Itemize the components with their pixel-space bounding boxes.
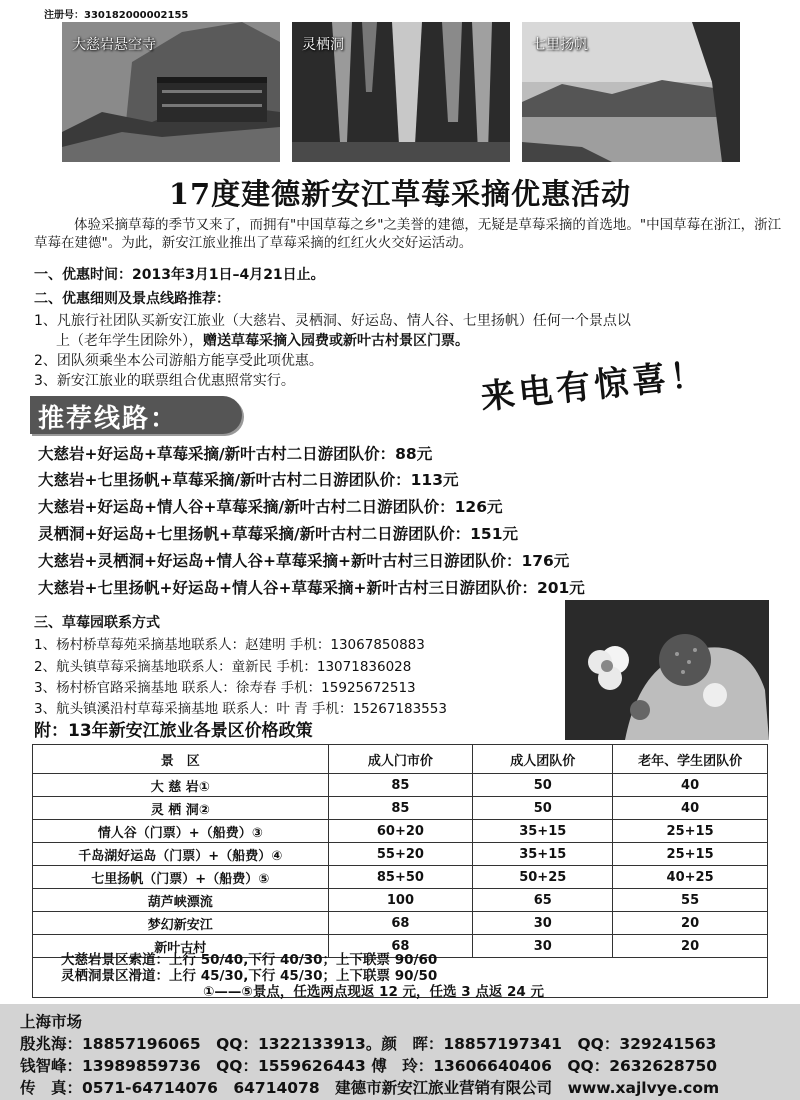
section-rules-heading: 二、优惠细则及景点线路推荐： bbox=[34, 291, 230, 307]
table-cell: 50 bbox=[473, 774, 613, 797]
table-cell: 千岛湖好运岛（门票）+（船费）④ bbox=[33, 843, 329, 866]
rule-1b bbox=[56, 330, 469, 350]
table-cell: 20 bbox=[613, 935, 768, 958]
footer-row: 钱智峰：13989859736 QQ：1559626443 傅 玲：13606640406 QQ：2632628750 bbox=[20, 1057, 718, 1075]
contact-item: 2、航头镇草莓采摘基地联系人：童新民 手机：13071836028 bbox=[34, 659, 412, 675]
cableway-value: 上行 50/40,下行 40/30；上下联票 90/60 bbox=[169, 952, 438, 968]
table-row bbox=[33, 889, 768, 912]
appendix-title: 附：13年新安江旅业各景区价格政策 bbox=[34, 721, 313, 741]
table-row bbox=[33, 866, 768, 889]
rule-1b-text: 上（老年学生团除外）， bbox=[56, 333, 203, 349]
contact-item: 1、杨村桥草莓苑采摘基地联系人：赵建明 手机：13067850883 bbox=[34, 637, 425, 653]
table-cell: 85 bbox=[328, 774, 473, 797]
column-header: 老年、学生团队价 bbox=[613, 745, 768, 774]
rule-2: 2、团队须乘坐本公司游船方能享受此项优惠。 bbox=[34, 353, 323, 369]
table-cell: 新叶古村 bbox=[33, 935, 329, 958]
call-surprise-slogan: 来电有惊喜！ bbox=[478, 354, 710, 418]
table-cell: 85+50 bbox=[328, 866, 473, 889]
table-cell: 灵 栖 洞② bbox=[33, 797, 329, 820]
table-cell: 100 bbox=[328, 889, 473, 912]
table-cell: 30 bbox=[473, 935, 613, 958]
intro-paragraph: 体验采摘草莓的季节又来了，而拥有"中国草莓之乡"之美誉的建德，无疑是草莓采摘的首选地。"中国草莓在浙江，浙江草莓在建德"。为此，新安江旅业推出了草莓采摘的红红火火交好运活动。 bbox=[34, 217, 782, 251]
route-item: 灵栖洞+好运岛+七里扬帆+草莓采摘/新叶古村二日游团队价：151元 bbox=[38, 525, 518, 543]
price-table bbox=[32, 744, 768, 958]
banner-label: 推荐线路： bbox=[38, 404, 179, 434]
table-cell: 40 bbox=[613, 774, 768, 797]
table-cell: 55 bbox=[613, 889, 768, 912]
photo-caption: 大慈岩悬空寺 bbox=[72, 37, 156, 53]
route-item: 大慈岩+七里扬帆+好运岛+情人谷+草莓采摘+新叶古村三日游团队价：201元 bbox=[38, 579, 585, 597]
table-cell: 35+15 bbox=[473, 820, 613, 843]
table-cell: 30 bbox=[473, 912, 613, 935]
table-row bbox=[33, 774, 768, 797]
footer-market: 上海市场 bbox=[20, 1013, 83, 1031]
page-title: 17度建德新安江草莓采摘优惠活动 bbox=[168, 177, 632, 211]
column-header: 成人团队价 bbox=[473, 745, 613, 774]
table-cell: 50+25 bbox=[473, 866, 613, 889]
table-header-row bbox=[33, 745, 768, 774]
cableway-label: 灵栖洞景区滑道： bbox=[61, 968, 169, 984]
photo-qili-yangfan bbox=[522, 22, 740, 162]
route-item: 大慈岩+好运岛+情人谷+草莓采摘/新叶古村二日游团队价：126元 bbox=[38, 498, 503, 516]
cableway-value: 上行 45/30,下行 45/30；上下联票 90/50 bbox=[169, 968, 438, 984]
photo-caption: 灵栖洞 bbox=[302, 37, 344, 53]
table-cell: 35+15 bbox=[473, 843, 613, 866]
cableway-line-3: ①——⑤景点，任选两点现返 12 元，任选 3 点返 24 元 bbox=[203, 984, 545, 1000]
footer-row: 殷兆海：18857196065 QQ：1322133913。颜 晖：18857197341 QQ：329241563 bbox=[20, 1035, 717, 1053]
table-cell: 65 bbox=[473, 889, 613, 912]
route-item: 大慈岩+好运岛+草莓采摘/新叶古村二日游团队价：88元 bbox=[38, 445, 433, 463]
footer-row: 传 真：0571-64714076 64714078 建德市新安江旅业营销有限公司 www.xajlvye.com bbox=[20, 1079, 720, 1097]
table-cell: 情人谷（门票）+（船费）③ bbox=[33, 820, 329, 843]
photo-caption: 七里扬帆 bbox=[532, 37, 588, 53]
table-cell: 七里扬帆（门票）+（船费）⑤ bbox=[33, 866, 329, 889]
rule-3: 3、新安江旅业的联票组合优惠照常实行。 bbox=[34, 373, 295, 389]
strawberry-photo bbox=[565, 600, 769, 740]
strawberry-hand-image bbox=[565, 600, 769, 740]
table-row bbox=[33, 820, 768, 843]
cableway-info bbox=[32, 946, 768, 998]
table-cell: 25+15 bbox=[613, 843, 768, 866]
table-cell: 55+20 bbox=[328, 843, 473, 866]
route-item: 大慈岩+灵栖洞+好运岛+情人谷+草莓采摘+新叶古村三日游团队价：176元 bbox=[38, 552, 570, 570]
rule-1b-bold: 赠送草莓采摘入园费或新叶古村景区门票。 bbox=[203, 333, 469, 349]
contact-item: 3、杨村桥官路采摘基地 联系人：徐寿春 手机：15925672513 bbox=[34, 680, 416, 696]
table-cell: 40 bbox=[613, 797, 768, 820]
column-header: 成人门市价 bbox=[328, 745, 473, 774]
table-row bbox=[33, 912, 768, 935]
contact-item: 3、航头镇溪沿村草莓采摘基地 联系人：叶 青 手机：15267183553 bbox=[34, 701, 447, 717]
promo-period: 一、优惠时间：2013年3月1日–4月21日止。 bbox=[34, 267, 325, 283]
table-cell: 葫芦峡漂流 bbox=[33, 889, 329, 912]
photo-dacishan-temple bbox=[62, 22, 280, 162]
table-cell: 梦幻新安江 bbox=[33, 912, 329, 935]
table-cell: 60+20 bbox=[328, 820, 473, 843]
photo-lingqi-cave bbox=[292, 22, 510, 162]
footer-contacts bbox=[0, 1004, 800, 1100]
route-item: 大慈岩+七里扬帆+草莓采摘/新叶古村二日游团队价：113元 bbox=[38, 471, 459, 489]
rule-1a: 1、凡旅行社团队买新安江旅业（大慈岩、灵栖洞、好运岛、情人谷、七里扬帆）任何一个景点以 bbox=[34, 313, 631, 329]
table-row bbox=[33, 797, 768, 820]
table-cell: 68 bbox=[328, 912, 473, 935]
table-cell: 85 bbox=[328, 797, 473, 820]
cableway-label: 大慈岩景区索道： bbox=[61, 952, 169, 968]
table-cell: 20 bbox=[613, 912, 768, 935]
recommend-routes-banner bbox=[30, 396, 242, 434]
table-cell: 68 bbox=[328, 935, 473, 958]
column-header: 景 区 bbox=[33, 745, 329, 774]
table-cell: 25+15 bbox=[613, 820, 768, 843]
table-cell: 50 bbox=[473, 797, 613, 820]
registration-number: 注册号：330182000002155 bbox=[44, 10, 189, 21]
table-cell: 40+25 bbox=[613, 866, 768, 889]
contact-heading: 三、草莓园联系方式 bbox=[34, 615, 160, 631]
table-cell: 大 慈 岩① bbox=[33, 774, 329, 797]
table-row bbox=[33, 843, 768, 866]
